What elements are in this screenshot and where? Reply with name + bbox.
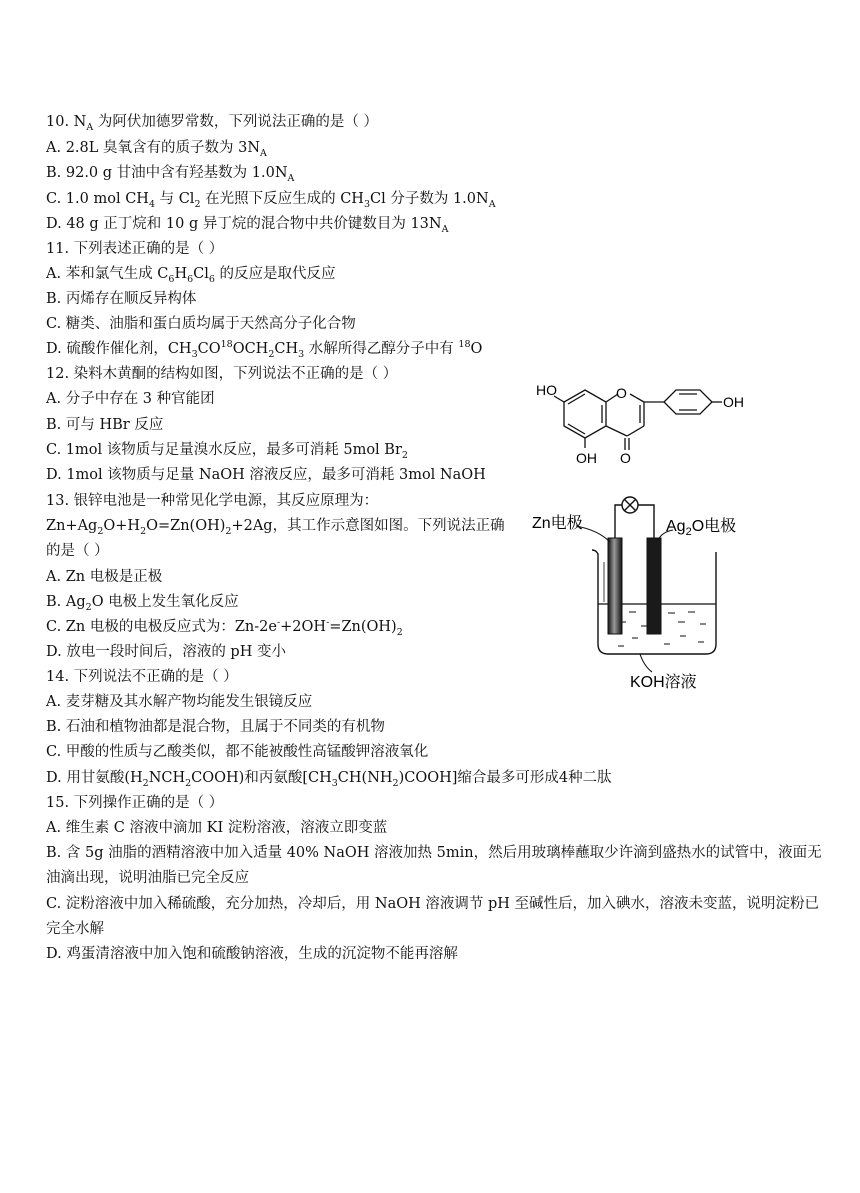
q13-stem: 13. 银锌电池是一种常见化学电源，其反应原理为： [46, 493, 379, 509]
q10-stem: 10. $N_A$ 为阿伏加德罗常数，下列说法正确的是（ ） [46, 114, 378, 133]
q11-stem: 11. 下列表述正确的是（ ） [46, 241, 224, 257]
q14-option-d: D. 用甘氨酸$(H_2NCH_2COOH)$和丙氨酸$[CH_3CH(NH_2)COOH]$缩合最多可形成4种二肽 [46, 770, 612, 789]
mol-oh-bottom: OH [576, 450, 597, 466]
q14-option-a: A. 麦芽糖及其水解产物均能发生银镜反应 [46, 694, 313, 710]
q15-option-b: B. 含 5g 油脂的酒精溶液中加入适量 40% NaOH 溶液加热 5min，然后用玻璃棒蘸取少许滴到盛热水的试管中，液面无油滴出现，说明油脂已完全反应 [46, 845, 822, 886]
ag2o-electrode [647, 538, 661, 634]
q14-stem: 14. 下列说法不正确的是（ ） [46, 669, 238, 685]
q14-option-b: B. 石油和植物油都是混合物，且属于不同类的有机物 [46, 719, 385, 735]
zn-electrode [608, 538, 622, 634]
mol-ho-left: HO [536, 382, 557, 398]
q12-option-d: D. 1mol 该物质与足量 NaOH 溶液反应，最多可消耗 3mol NaOH [46, 467, 486, 483]
koh-label: KOH溶液 [630, 674, 697, 691]
q14-option-c: C. 甲酸的性质与乙酸类似，都不能被酸性高锰酸钾溶液氧化 [46, 744, 429, 760]
q13-stem-line2: $Zn+Ag_2O+H_2O=Zn(OH)_2+2Ag$，其工作示意图如图。下列说法正确 [46, 518, 505, 537]
mol-oh-right: OH [723, 394, 744, 410]
q10-option-a: A. 2.8L 臭氧含有的质子数为 $3N_A$ [46, 140, 267, 159]
q13-option-d: D. 放电一段时间后，溶液的 pH 变小 [46, 644, 286, 660]
q12-stem: 12. 染料木黄酮的结构如图，下列说法不正确的是（ ） [46, 366, 398, 382]
mol-o-ring: O [616, 385, 627, 401]
silver-zinc-battery-diagram [528, 486, 778, 700]
molecule-svg [530, 370, 750, 470]
q13-option-b: B. $Ag_2O$ 电极上发生氧化反应 [46, 594, 239, 613]
q13-option-c: C. Zn 电极的电极反应式为：$Zn-2e^-+2OH^-=Zn(OH)_2$ [46, 617, 403, 638]
q11-option-b: B. 丙烯存在顺反异构体 [46, 291, 197, 307]
q12-option-a: A. 分子中存在 3 种官能团 [46, 391, 215, 407]
q10-option-c: C. 1.0 mol $CH_4$ 与 $Cl_2$ 在光照下反应生成的 $CH_3Cl$ 分子数为 $1.0N_A$ [46, 191, 496, 210]
q15-option-d: D. 鸡蛋清溶液中加入饱和硫酸钠溶液，生成的沉淀物不能再溶解 [46, 946, 458, 962]
genistein-structure [530, 370, 750, 474]
q12-option-b: B. 可与 HBr 反应 [46, 417, 164, 433]
q13-stem-line3: 的是（ ） [46, 543, 109, 559]
q11-option-a: A. 苯和氯气生成 $C_6H_6Cl_6$ 的反应是取代反应 [46, 266, 336, 285]
q10-option-d: D. 48 g 正丁烷和 10 g 异丁烷的混合物中共价键数目为 $13N_A$ [46, 216, 449, 235]
battery-svg [528, 486, 778, 696]
q15-option-c: C. 淀粉溶液中加入稀硫酸，充分加热，冷却后，用 NaOH 溶液调节 pH 至碱性后，加入碘水，溶液未变蓝，说明淀粉已完全水解 [46, 896, 820, 937]
q10-option-b: B. 92.0 g 甘油中含有羟基数为 $1.0N_A$ [46, 165, 295, 184]
zn-label: Zn电极 [532, 515, 583, 532]
q11-option-d: D. 硫酸作催化剂，$CH_3CO^{18}OCH_2CH_3$ 水解所得乙醇分子中有 $^{18}$O [46, 339, 483, 360]
q12-option-c: C. 1mol 该物质与足量溴水反应，最多可消耗 5mol $Br_2$ [46, 442, 408, 461]
q13-option-a: A. Zn 电极是正极 [46, 569, 163, 585]
ag2o-label: $Ag_2O$电极 [666, 518, 737, 538]
q15-option-a: A. 维生素 C 溶液中滴加 KI 淀粉溶液，溶液立即变蓝 [46, 820, 388, 836]
q11-option-c: C. 糖类、油脂和蛋白质均属于天然高分子化合物 [46, 316, 356, 332]
q15-stem: 15. 下列操作正确的是（ ） [46, 795, 224, 811]
mol-o-carbonyl: O [620, 450, 631, 466]
